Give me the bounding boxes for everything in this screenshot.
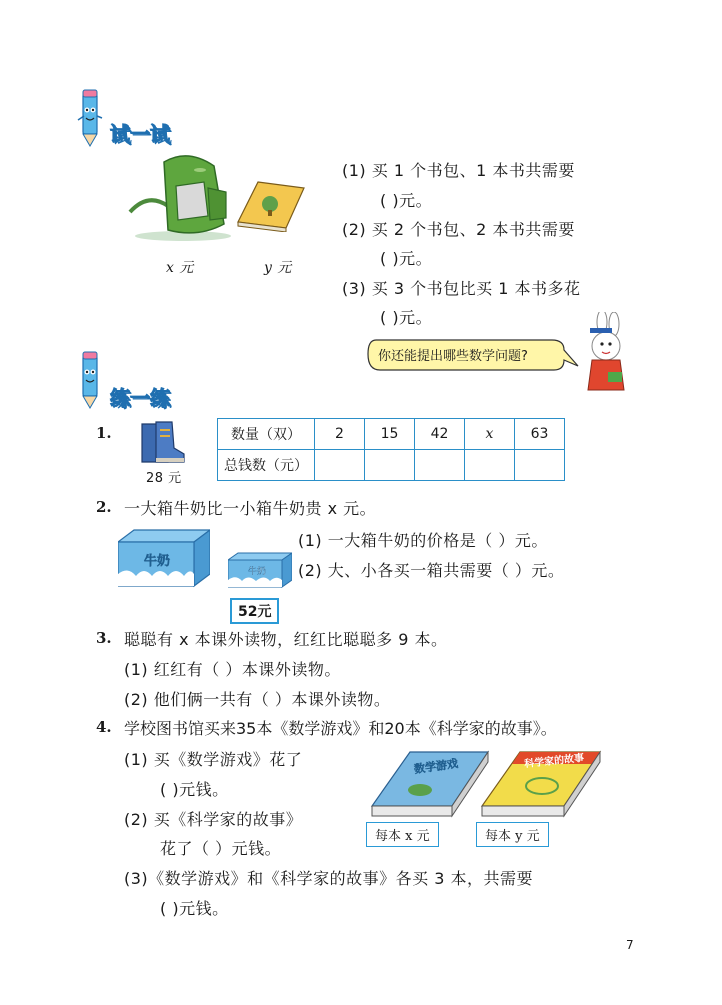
pencil-mascot-icon [76, 88, 106, 148]
small-box-label: 牛奶 [248, 567, 267, 577]
table-cell: 15 [365, 419, 415, 450]
table-cell-blank[interactable] [515, 450, 565, 481]
problem-2-q1: (1) 一大箱牛奶的价格是（ ）元。 [298, 531, 548, 550]
boots-image [138, 418, 186, 466]
table-header-quantity: 数量（双） [218, 419, 315, 450]
rabbit-mascot-icon [572, 312, 628, 396]
problem-4-q3-line1: (3)《数学游戏》和《科学家的故事》各买 3 本，共需要 [124, 869, 534, 888]
table-row [218, 450, 565, 481]
problem-4-q2-line1: (2) 买《科学家的故事》 [124, 810, 303, 829]
problem-3-q2: (2) 他们俩一共有（ ）本课外读物。 [124, 690, 391, 709]
try-q3-line1: (3) 买 3 个书包比买 1 本书多花 [342, 279, 581, 298]
big-milk-box-image [118, 528, 210, 588]
problem-4-q2-line2: 花了（ ）元钱。 [160, 839, 282, 858]
table-row [218, 419, 565, 450]
schoolbag-image [128, 152, 238, 242]
big-box-label: 牛奶 [144, 554, 171, 569]
table-header-total: 总钱数（元） [218, 450, 315, 481]
try-q1-line1: (1) 买 1 个书包、1 本书共需要 [342, 161, 575, 180]
problem-4-q1-line2: ( )元钱。 [160, 780, 229, 799]
book-image [236, 180, 306, 232]
problem-4-stem: 学校图书馆买来35本《数学游戏》和20本《科学家的故事》。 [124, 719, 557, 738]
small-box-price-tag: 52元 [230, 598, 279, 624]
problem-4-q1-line1: (1) 买《数学游戏》花了 [124, 750, 303, 769]
problem-2-q2: (2) 大、小各买一箱共需要（ ）元。 [298, 561, 565, 580]
problem-3-stem: 聪聪有 x 本课外读物，红红比聪聪多 9 本。 [124, 630, 448, 649]
book-price-label: y 元 [264, 260, 292, 276]
book1-title: 数学游戏 [413, 756, 459, 776]
book2-title: 科学家的故事 [523, 752, 585, 771]
try-q1-line2: ( )元。 [380, 191, 433, 210]
book1-price-label: 每本 x 元 [366, 822, 439, 847]
table-cell-blank[interactable] [365, 450, 415, 481]
problem-2-stem: 一大箱牛奶比一小箱牛奶贵 x 元。 [124, 499, 377, 518]
price-table [217, 418, 565, 481]
speech-bubble-text: 你还能提出哪些数学问题? [378, 349, 528, 364]
try-q2-line1: (2) 买 2 个书包、2 本书共需要 [342, 220, 575, 239]
page-number: 7 [626, 938, 634, 952]
small-milk-box-image [228, 552, 292, 588]
pencil-mascot-icon [76, 350, 106, 410]
table-cell-blank[interactable] [415, 450, 465, 481]
speech-bubble [364, 336, 574, 372]
boots-price: 28 元 [146, 471, 182, 486]
table-cell: 42 [415, 419, 465, 450]
table-cell: 2 [315, 419, 365, 450]
bag-price-label: x 元 [166, 260, 194, 276]
table-cell: x [465, 419, 515, 450]
table-cell-blank[interactable] [465, 450, 515, 481]
try-q3-line2: ( )元。 [380, 308, 433, 327]
problem-3-number: 3. [96, 629, 112, 647]
book2-price-label: 每本 y 元 [476, 822, 549, 847]
problem-4-number: 4. [96, 718, 112, 736]
math-game-book-image [370, 750, 490, 818]
table-cell-blank[interactable] [315, 450, 365, 481]
try-q2-line2: ( )元。 [380, 249, 433, 268]
problem-3-q1: (1) 红红有（ ）本课外读物。 [124, 660, 341, 679]
section-title-practice: 练一练 [110, 386, 170, 410]
scientist-story-book-image [480, 750, 602, 818]
problem-2-number: 2. [96, 498, 112, 516]
section-title-try: 试一试 [110, 122, 170, 146]
problem-4-q3-line2: ( )元钱。 [160, 899, 229, 918]
problem-1-number: 1. [96, 424, 112, 442]
table-cell: 63 [515, 419, 565, 450]
